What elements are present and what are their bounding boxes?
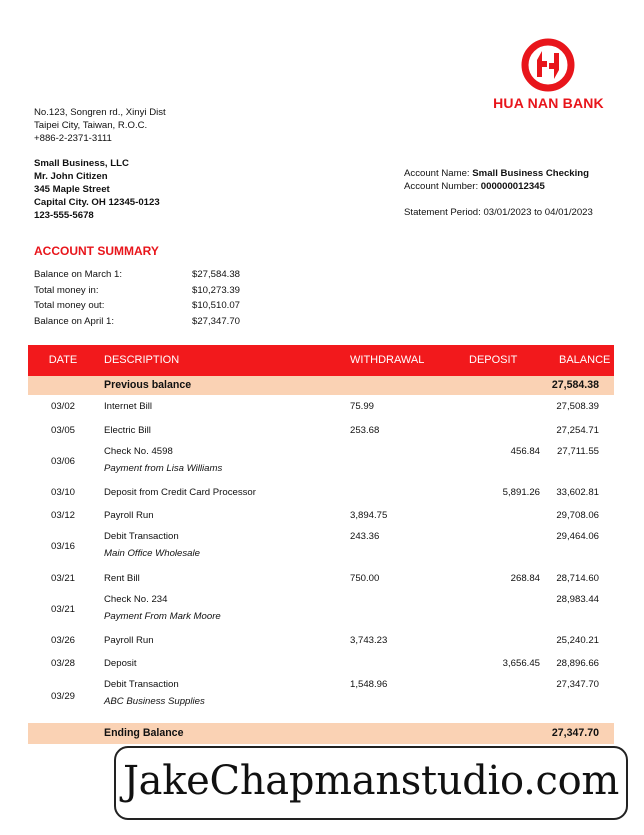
row-description: Electric Bill — [104, 425, 151, 436]
account-name-label: Account Name: — [404, 168, 473, 179]
account-summary — [34, 269, 294, 331]
account-name — [404, 167, 589, 180]
row-date: 03/05 — [50, 425, 75, 436]
bank-logo — [486, 37, 611, 115]
header-description: DESCRIPTION — [104, 354, 180, 366]
row-balance: 25,240.21 — [556, 635, 599, 646]
row-withdrawal: 3,894.75 — [350, 510, 388, 521]
row-withdrawal: 1,548.96 — [350, 679, 388, 690]
row-deposit: 3,656.45 — [502, 658, 540, 669]
row-balance: 28,983.44 — [556, 594, 599, 605]
summary-title: ACCOUNT SUMMARY — [34, 244, 159, 258]
row-balance: 29,708.06 — [556, 510, 599, 521]
table-row — [28, 652, 614, 675]
row-withdrawal: 750.00 — [350, 573, 380, 584]
row-description: Debit Transaction — [104, 679, 179, 690]
bank-address — [34, 106, 166, 145]
row-description: Debit Transaction — [104, 531, 179, 542]
row-withdrawal: 243.36 — [350, 531, 380, 542]
summary-value: $27,584.38 — [192, 269, 241, 280]
row-date: 03/12 — [50, 510, 75, 521]
row-balance: 27,347.70 — [556, 679, 599, 690]
row-balance: 27,254.71 — [556, 425, 599, 436]
table-row — [28, 675, 614, 718]
row-description: Rent Bill — [104, 573, 140, 584]
row-deposit: 456.84 — [510, 446, 540, 457]
summary-label: Balance on April 1: — [34, 315, 115, 327]
customer-company: Small Business, LLC — [34, 158, 129, 169]
customer-street: 345 Maple Street — [34, 184, 110, 195]
table-header — [28, 345, 614, 376]
row-description-detail: Payment from Lisa Williams — [104, 463, 223, 474]
account-number — [404, 180, 589, 193]
row-description-detail: ABC Business Supplies — [104, 696, 205, 707]
table-row — [28, 481, 614, 505]
previous-balance-row — [28, 376, 614, 395]
account-name-value: Small Business Checking — [472, 168, 590, 179]
transactions-table — [28, 345, 614, 718]
bank-logo-icon — [520, 37, 576, 93]
header-date: DATE — [48, 354, 78, 366]
summary-value: $10,273.39 — [192, 284, 241, 296]
table-row — [28, 419, 614, 442]
row-date: 03/06 — [50, 456, 75, 467]
row-date: 03/10 — [50, 487, 75, 498]
row-balance: 28,896.66 — [556, 658, 599, 669]
customer-phone: 123-555-5678 — [34, 210, 94, 221]
header-balance: BALANCE — [559, 354, 611, 366]
row-date: 03/28 — [50, 658, 75, 669]
table-row — [28, 590, 614, 629]
summary-row — [34, 269, 294, 285]
account-info — [404, 167, 589, 193]
table-row — [28, 505, 614, 527]
previous-balance-value: 27,584.38 — [551, 379, 599, 391]
bank-address-line: No.123, Songren rd., Xinyi Dist — [34, 107, 166, 118]
header-withdrawal: WITHDRAWAL — [350, 354, 425, 366]
row-balance: 27,711.55 — [557, 446, 599, 457]
ending-balance-label: Ending Balance — [104, 727, 184, 739]
account-number-label: Account Number: — [404, 181, 481, 192]
row-description: Deposit from Credit Card Processor — [104, 487, 256, 498]
table-row — [28, 442, 614, 481]
row-date: 03/26 — [50, 635, 75, 646]
summary-row — [34, 316, 294, 332]
row-description-detail: Main Office Wholesale — [104, 548, 200, 559]
summary-label: Balance on March 1: — [34, 269, 122, 280]
row-description: Payroll Run — [104, 510, 154, 521]
summary-row — [34, 300, 294, 316]
row-balance: 33,602.81 — [556, 487, 599, 498]
summary-value: $10,510.07 — [192, 300, 241, 311]
bank-phone: +886-2-2371-3111 — [34, 133, 112, 144]
account-number-value: 000000012345 — [480, 181, 545, 192]
summary-label: Total money out: — [34, 300, 105, 311]
summary-value: $27,347.70 — [192, 315, 241, 327]
row-date: 03/29 — [50, 691, 75, 702]
table-row — [28, 629, 614, 652]
row-description: Payroll Run — [104, 635, 154, 646]
summary-label: Total money in: — [34, 284, 99, 296]
row-balance: 27,508.39 — [556, 401, 599, 412]
row-description: Deposit — [104, 658, 137, 669]
watermark-banner: JakeChapmanstudio.com — [114, 746, 628, 820]
row-balance: 29,464.06 — [556, 531, 599, 542]
table-row — [28, 395, 614, 419]
customer-block — [34, 157, 160, 222]
customer-city: Capital City. OH 12345-0123 — [34, 197, 160, 208]
statement-period: Statement Period: 03/01/2023 to 04/01/2023 — [404, 207, 593, 218]
bank-name: HUA NAN BANK — [493, 95, 604, 111]
row-description: Internet Bill — [104, 401, 152, 412]
row-description: Check No. 4598 — [104, 446, 173, 457]
row-date: 03/16 — [50, 541, 75, 552]
previous-balance-label: Previous balance — [104, 379, 192, 391]
row-withdrawal: 75.99 — [350, 401, 375, 412]
row-date: 03/02 — [50, 401, 75, 412]
transaction-rows — [28, 395, 614, 718]
row-balance: 28,714.60 — [556, 573, 599, 584]
table-row — [28, 527, 614, 567]
row-withdrawal: 3,743.23 — [350, 635, 388, 646]
row-deposit: 268.84 — [510, 573, 540, 584]
header-deposit: DEPOSIT — [469, 354, 518, 366]
row-date: 03/21 — [50, 573, 75, 584]
ending-balance-row — [28, 723, 614, 744]
table-row — [28, 567, 614, 590]
customer-name: Mr. John Citizen — [34, 171, 108, 182]
row-description: Check No. 234 — [104, 594, 168, 605]
row-description-detail: Payment From Mark Moore — [104, 611, 221, 622]
ending-balance-value: 27,347.70 — [551, 727, 599, 739]
row-deposit: 5,891.26 — [502, 487, 540, 498]
bank-address-line: Taipei City, Taiwan, R.O.C. — [34, 120, 148, 131]
summary-row — [34, 285, 294, 301]
row-date: 03/21 — [50, 604, 75, 615]
row-withdrawal: 253.68 — [350, 425, 380, 436]
